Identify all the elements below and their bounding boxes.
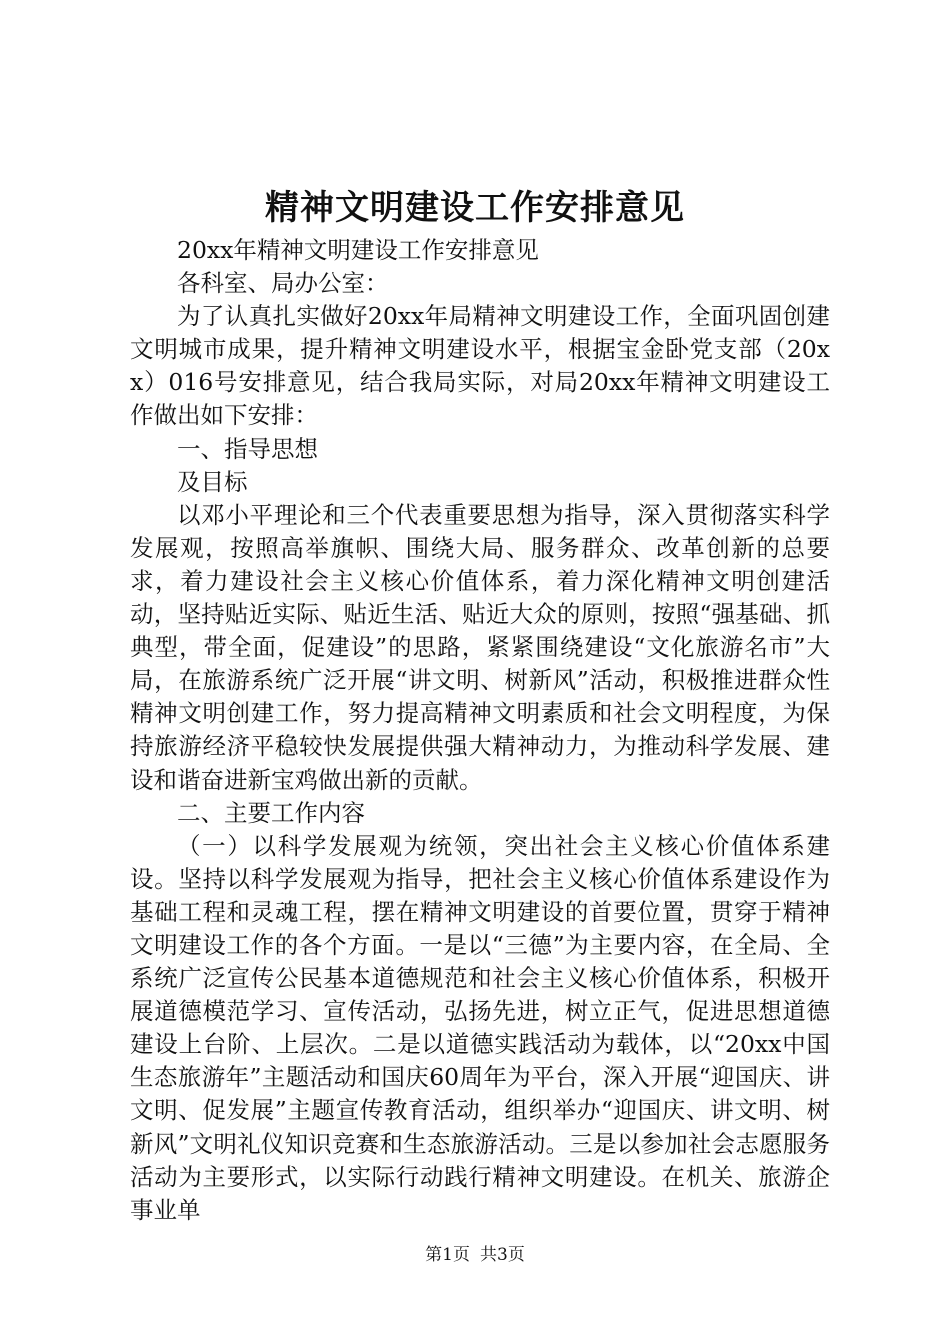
page-number: 第1页	[425, 1245, 470, 1265]
paragraph-intro: 为了认真扎实做好20xx年局精神文明建设工作，全面巩固创建文明城市成果，提升精神文明建设水平，根据宝金卧党支部（20xx）016号安排意见，结合我局实际，对局20xx年精神文明建设工作做出如下安排：	[130, 302, 830, 430]
paragraph-guiding-content: 以邓小平理论和三个代表重要思想为指导，深入贯彻落实科学发展观，按照高举旗帜、围绕大局、服务群众、改革创新的总要求，着力建设社会主义核心价值体系，着力深化精神文明创建活动，坚持贴近实际、贴近生活、贴近大众的原则，按照“强基础、抓典型，带全面，促建设”的思路，紧紧围绕建设“文化旅游名市”大局，在旅游系统广泛开展“讲文明、树新风”活动，积极推进群众性精神文明创建工作，努力提高精神文明素质和社会文明程度，为保持旅游经济平稳较快发展提供强大精神动力，为推动科学发展、建设和谐奋进新宝鸡做出新的贡献。	[130, 500, 830, 794]
section-heading-goals: 及目标	[177, 467, 248, 496]
paragraph-subtitle: 20xx年精神文明建设工作安排意见	[177, 236, 539, 264]
page-total: 共3页	[480, 1245, 525, 1265]
document-body	[130, 234, 830, 1227]
page-title: 精神文明建设工作安排意见	[265, 188, 685, 228]
page-footer	[0, 1244, 950, 1266]
section-heading-guiding-ideology: 一、指导思想	[177, 434, 318, 463]
paragraph-work-item-1: （一）以科学发展观为统领，突出社会主义核心价值体系建设。坚持以科学发展观为指导，把社会主义核心价值体系建设作为基础工程和灵魂工程，摆在精神文明建设的首要位置，贯穿于精神文明建设工作的各个方面。一是以“三德”为主要内容，在全局、全系统广泛宣传公民基本道德规范和社会主义核心价值体系，积极开展道德模范学习、宣传活动，弘扬先进，树立正气，促进思想道德建设上台阶、上层次。二是以道德实践活动为载体，以“20xx中国生态旅游年”主题活动和国庆60周年为平台，深入开展“迎国庆、讲文明、促发展”主题宣传教育活动，组织举办“迎国庆、讲文明、树新风”文明礼仪知识竞赛和生态旅游活动。三是以参加社会志愿服务活动为主要形式，以实际行动践行精神文明建设。在机关、旅游企事业单	[130, 831, 830, 1224]
paragraph-salutation: 各科室、局办公室：	[177, 269, 389, 298]
section-heading-main-work: 二、主要工作内容	[177, 798, 365, 827]
